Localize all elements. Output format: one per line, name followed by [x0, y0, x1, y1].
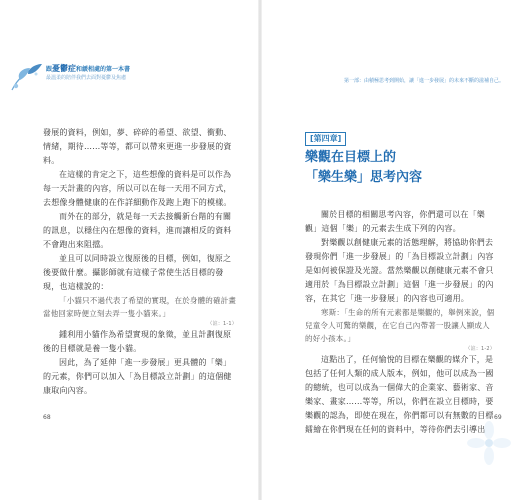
series-subtitle: 最溫柔的陪伴我們去面對憂鬱及焦慮	[46, 75, 127, 81]
section-header: 第一部：由積極思考到開始，讓「進一步發展」的未來不斷的滋補自己。	[343, 78, 504, 84]
paragraph: 而外在的部分，就是每一天去接觸新台階的有關的訊息，以穩住內在想像的資料，進而讓相反的資料不會跑出來阻擋。	[43, 212, 232, 249]
paragraph: 在這樣的肯定之下，這些想像的資料是可以作為每一天計畫的內容，所以可以在每一天用不同方式，去想像身體健康的在作詳細動作及跑上跑下的模樣。	[43, 170, 232, 207]
right-body-text	[305, 208, 495, 437]
leaf-logo-icon	[8, 60, 46, 94]
paragraph: 並且可以同時設立復原後的目標，例如，復原之後要做什麼。攝影師就有這樣子常使生活目標的發現，也這樣說的：	[43, 254, 232, 291]
flower-watermark-icon	[464, 418, 514, 468]
left-page	[0, 0, 259, 500]
paragraph: 鍾利用小貓作為希望實現的象徵，並且計劃復原後的目標就是養一隻小貓。	[43, 330, 232, 353]
series-title: 跟憂鬱症和緩相處的第一本書	[46, 64, 131, 73]
left-body-text	[43, 126, 237, 398]
quote-citation: （註：1-2）	[465, 346, 495, 352]
paragraph: 因此，為了延伸「進一步發展」更具體的「樂」的元素，你們可以加入「為目標設立計劃」的這個健康取向內容。	[43, 358, 232, 395]
chapter-title-line2: 「樂生樂」思考內容	[305, 170, 423, 185]
chapter-tag: [第四章]	[305, 132, 346, 146]
chapter-heading	[305, 126, 495, 186]
page-number: 68	[43, 414, 51, 421]
block-quote: 「小貓只不過代表了希望的實現，在於身體的確計畫當他回家時便立刻去弄一隻小貓來。」	[43, 296, 237, 318]
paragraph: 關於目標的相關思考內容，你們還可以在「樂觀」這個「樂」的元素去生成下列的內容。	[305, 210, 485, 233]
paragraph: 這點出了，任何愉悅的目標在樂觀的媒介下，是包括了任何人類的成人版本，例如，他可以成為一國的總統，也可以成為一個偉大的企業家、藝術家、音樂家、畫家……等等，所以，你們在設立目標時，要樂觀的認為，即使在現在，你們都可以有無數的目標鐳繪在你們現在任何的資料中，等待你們去引導出	[305, 355, 494, 434]
paragraph: 對樂觀以創健康元素的活態理解，將協助你們去發現你們「進一步發展」的「為目標設立計劃」內容是如何被保證及光證。當然樂觀以創健康元素不會只適用於「為目標設立計劃」這個「進一步發展」的內容，在其它「進一步發展」的內容也可適用。	[305, 238, 494, 303]
quote-citation: （註：1-1）	[207, 321, 237, 327]
chapter-title-line1: 樂觀在目標上的	[305, 150, 397, 165]
page-number: 69	[494, 414, 502, 421]
block-quote: 寒斯：「生命的所有元素都是樂觀的，舉例來說，個兒童令人可驚的樂觀，在它自己內帶著一股讓人顯成人的好小孩本。」	[305, 308, 495, 343]
paragraph: 發展的資料，例如，夢、碎碎的希望、欲望、衝動、情緒，期待……等等，都可以帶來更進一步發展的資料。	[43, 128, 232, 165]
series-header	[46, 64, 130, 83]
